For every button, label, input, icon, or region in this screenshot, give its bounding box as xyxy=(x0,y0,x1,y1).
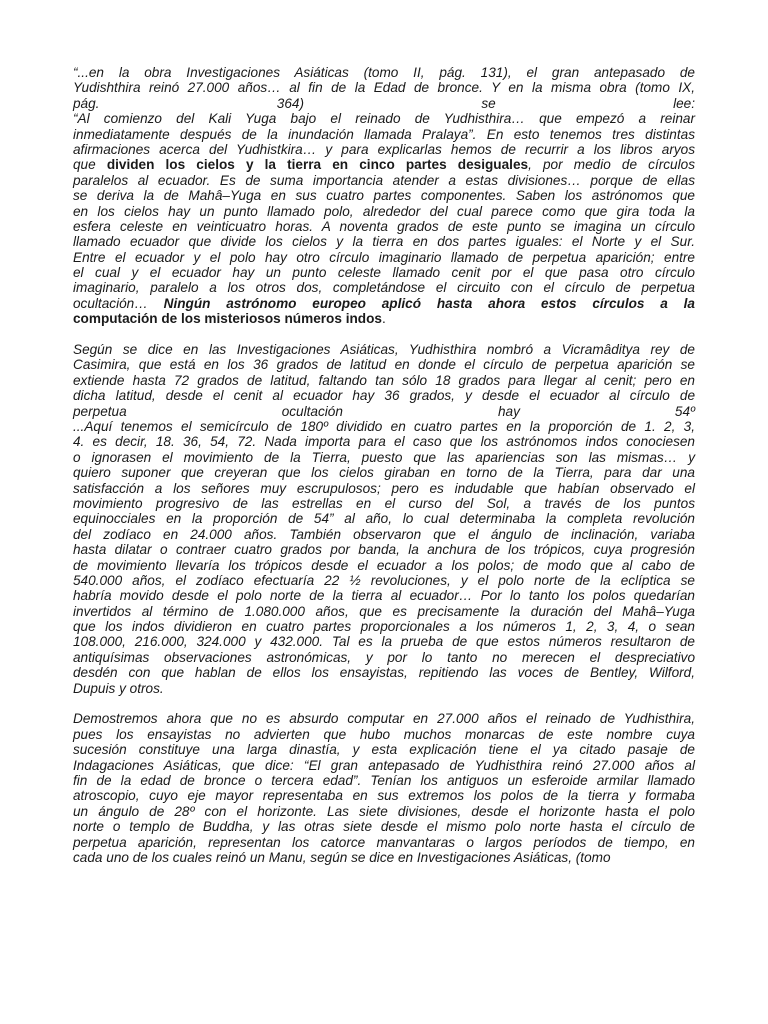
text-line xyxy=(73,634,695,649)
text-run: desdén con que hablan de ellos los ensayistas, repitiendo las voces de Bentley, Wilford, xyxy=(73,665,695,681)
text-run: en los cielos hay un punto llamado polo, alrededor del cual parece como que gira toda la xyxy=(73,203,695,219)
text-line xyxy=(73,496,695,511)
text-run: habría movido desde el polo norte de la tierra al ecuador… Por lo tanto los polos quedarían xyxy=(73,588,695,604)
text-line xyxy=(73,127,695,142)
text-run: afirmaciones acerca del Yudhistkira… y para explicarlas hemos de recurrir a los libros aryos xyxy=(73,141,695,157)
paragraph xyxy=(73,65,695,327)
text-line xyxy=(73,604,695,619)
text-run: Indagaciones Asiáticas, que dice: “El gran antepasado de Yudhisthira reinó 27.000 años al xyxy=(73,757,695,773)
text-line xyxy=(73,80,695,95)
text-run: ocultación… xyxy=(73,295,164,311)
text-line xyxy=(73,558,695,573)
text-run: dicha latitud, desde el cenit al ecuador hay 36 grados, y desde el ecuador al círculo de xyxy=(73,388,695,404)
bold-text-run: dividen los cielos y la tierra en cinco partes desiguales xyxy=(106,157,529,173)
text-line xyxy=(73,142,695,157)
text-run: “Al comienzo del Kali Yuga bajo el reinado de Yudhisthira… que empezó a reinar xyxy=(73,111,695,127)
text-run: movimiento progresivo de las estrellas en el curso del Sol, a través de los puntos xyxy=(73,495,695,511)
text-line xyxy=(73,265,695,280)
text-run: perpetua ocultación hay 54º xyxy=(73,403,695,419)
text-run: antiquísimas observaciones astronómicas, y por lo tanto no merecen el despreciativo xyxy=(73,649,695,665)
text-run: que xyxy=(73,157,107,173)
text-run: o ignorasen el movimiento de la Tierra, puesto que las apariencias son las mismas… y xyxy=(73,449,695,465)
text-run: del zodíaco en 24.000 años. También observaron que el ángulo de inclinación, variaba xyxy=(73,526,695,542)
text-line xyxy=(73,434,695,449)
text-line xyxy=(73,373,695,388)
text-line xyxy=(73,342,695,357)
text-line xyxy=(73,819,695,834)
text-line xyxy=(73,573,695,588)
text-run: que los indos dividieron en cuatro partes proporcionales a los números 1, 2, 3, 4, o sean xyxy=(73,619,695,635)
text-line xyxy=(73,388,695,403)
text-run: . xyxy=(381,311,386,327)
text-line xyxy=(73,450,695,465)
text-run: perpetua aparición, representan los catorce manvantaras o largos períodos de tiempo, en xyxy=(73,834,695,850)
text-line xyxy=(73,311,695,326)
text-line xyxy=(73,173,695,188)
text-line xyxy=(73,711,695,726)
text-line xyxy=(73,727,695,742)
text-line xyxy=(73,742,695,757)
text-run: pág. 364) se lee: xyxy=(73,95,695,111)
text-run: un ángulo de 28º con el horizonte. Las siete divisiones, desde el horizonte hasta el polo xyxy=(73,803,695,819)
text-line xyxy=(73,296,695,311)
text-line xyxy=(73,419,695,434)
text-line xyxy=(73,619,695,634)
text-line xyxy=(73,280,695,295)
bold-text-run: Ningún astrónomo europeo aplicó hasta ahora estos círculos a la xyxy=(163,295,695,311)
text-line xyxy=(73,157,695,172)
text-run: 540.000 años, el zodíaco efectuaría 22 ½ revoluciones, y el polo norte de la eclíptica se xyxy=(73,572,695,588)
text-run: 4. es decir, 18. 36, 54, 72. Nada importa para el caso que los astrónomos indos conociesen xyxy=(73,434,695,450)
text-run: Dupuis y otros. xyxy=(73,680,164,696)
text-run: cada uno de los cuales reinó un Manu, según se dice en Investigaciones Asiáticas, (tomo xyxy=(73,849,611,865)
text-line xyxy=(73,357,695,372)
text-line xyxy=(73,542,695,557)
text-run: Casimira, que está en los 36 grados de latitud en donde el círculo de perpetua aparición se xyxy=(73,357,695,373)
text-line xyxy=(73,481,695,496)
text-line xyxy=(73,65,695,80)
text-line xyxy=(73,204,695,219)
text-run: Según se dice en las Investigaciones Asiáticas, Yudhisthira nombró a Vicramâditya rey de xyxy=(73,342,695,358)
text-line xyxy=(73,219,695,234)
paragraph xyxy=(73,711,695,865)
text-run: Yudishthira reinó 27.000 años… al fin de la Edad de bronce. Y en la misma obra (tomo IX, xyxy=(73,80,695,96)
text-run: el cual y el ecuador hay un punto celeste llamado cenit por el que pasa otro círculo xyxy=(73,265,695,281)
text-line xyxy=(73,804,695,819)
text-line xyxy=(73,773,695,788)
text-run: paralelos al ecuador. Es de suma importancia atender a estas divisiones… porque de ellas xyxy=(73,172,695,188)
text-run: imaginario, paralelo a los otros dos, completándose el circuito con el círculo de perpetua xyxy=(73,280,695,296)
text-run: “...en la obra Investigaciones Asiáticas (tomo II, pág. 131), el gran antepasado de xyxy=(73,65,695,80)
text-run: de movimiento llevaría los trópicos desde el ecuador a los polos; de modo que al cabo de xyxy=(73,557,695,573)
text-line xyxy=(73,188,695,203)
text-line xyxy=(73,465,695,480)
text-run: equinocciales en la proporción de 54” al año, lo cual determinaba la completa revolución xyxy=(73,511,695,527)
paragraph-gap xyxy=(73,696,695,711)
text-run: quiero suponer que creyeran que los cielos giraban en torno de la Tierra, para dar una xyxy=(73,465,695,481)
text-run: norte o templo de Buddha, y las otras siete desde el mismo polo norte hasta el círculo de xyxy=(73,819,695,835)
paragraph-gap xyxy=(73,327,695,342)
text-run: hasta dilatar o contraer cuatro grados por banda, la anchura de los trópicos, cuya progresión xyxy=(73,542,695,558)
bold-text-run: computación de los misteriosos números indos xyxy=(73,311,382,327)
text-line xyxy=(73,96,695,111)
text-run: llamado ecuador que divide los cielos y la tierra en dos partes iguales: el Norte y el Sur. xyxy=(73,234,695,250)
paragraph xyxy=(73,342,695,696)
text-run: Demostremos ahora que no es absurdo computar en 27.000 años el reinado de Yudhisthira, xyxy=(73,711,695,727)
text-run: se deriva la de Mahâ–Yuga en sus cuatro partes componentes. Saben los astrónomos que xyxy=(73,188,695,204)
text-run: fin de la edad de bronce o tercera edad”. Tenían los antiguos un esferoide armilar llamado xyxy=(73,772,695,788)
text-line xyxy=(73,665,695,680)
text-run: , por medio de círculos xyxy=(528,157,695,173)
text-line xyxy=(73,111,695,126)
text-run: sucesión constituye una larga dinastía, y esta explicación tiene el ya citado pasaje de xyxy=(73,742,695,758)
text-line xyxy=(73,588,695,603)
text-line xyxy=(73,681,695,696)
text-run: esfera celeste en veinticuatro horas. A noventa grados de este punto se imagina un círculo xyxy=(73,218,695,234)
text-line xyxy=(73,250,695,265)
text-run: inmediatamente después de la inundación llamada Pralaya”. En esto tenemos tres distintas xyxy=(73,126,695,142)
text-run: 108.000, 216.000, 324.000 y 432.000. Tal es la prueba de que estos números resultaron de xyxy=(73,634,695,650)
text-run: invertidos al término de 1.080.000 años, que es precisamente la duración del Mahâ–Yuga xyxy=(73,603,695,619)
text-run: atroscopio, cuyo eje mayor representaba en sus extremos los polos de la tierra y formaba xyxy=(73,788,695,804)
text-run: ...Aquí tenemos el semicírculo de 180º dividido en cuatro partes en la proporción de 1. 2, 3, xyxy=(73,418,695,434)
text-line xyxy=(73,511,695,526)
text-line xyxy=(73,850,695,865)
text-line xyxy=(73,835,695,850)
text-line xyxy=(73,758,695,773)
text-run: extiende hasta 72 grados de latitud, faltando tan sólo 18 grados para llegar al cenit; pero en xyxy=(73,372,695,388)
text-run: pues los ensayistas no advierten que hubo muchos monarcas de este nombre cuya xyxy=(73,726,695,742)
text-line xyxy=(73,650,695,665)
text-line xyxy=(73,527,695,542)
text-run: satisfacción a los señores muy escrupulosos; pero es indudable que habían observado el xyxy=(73,480,695,496)
text-line xyxy=(73,788,695,803)
text-line xyxy=(73,234,695,249)
text-line xyxy=(73,404,695,419)
text-run: Entre el ecuador y el polo hay otro círculo imaginario llamado de perpetua aparición; entre xyxy=(73,249,695,265)
